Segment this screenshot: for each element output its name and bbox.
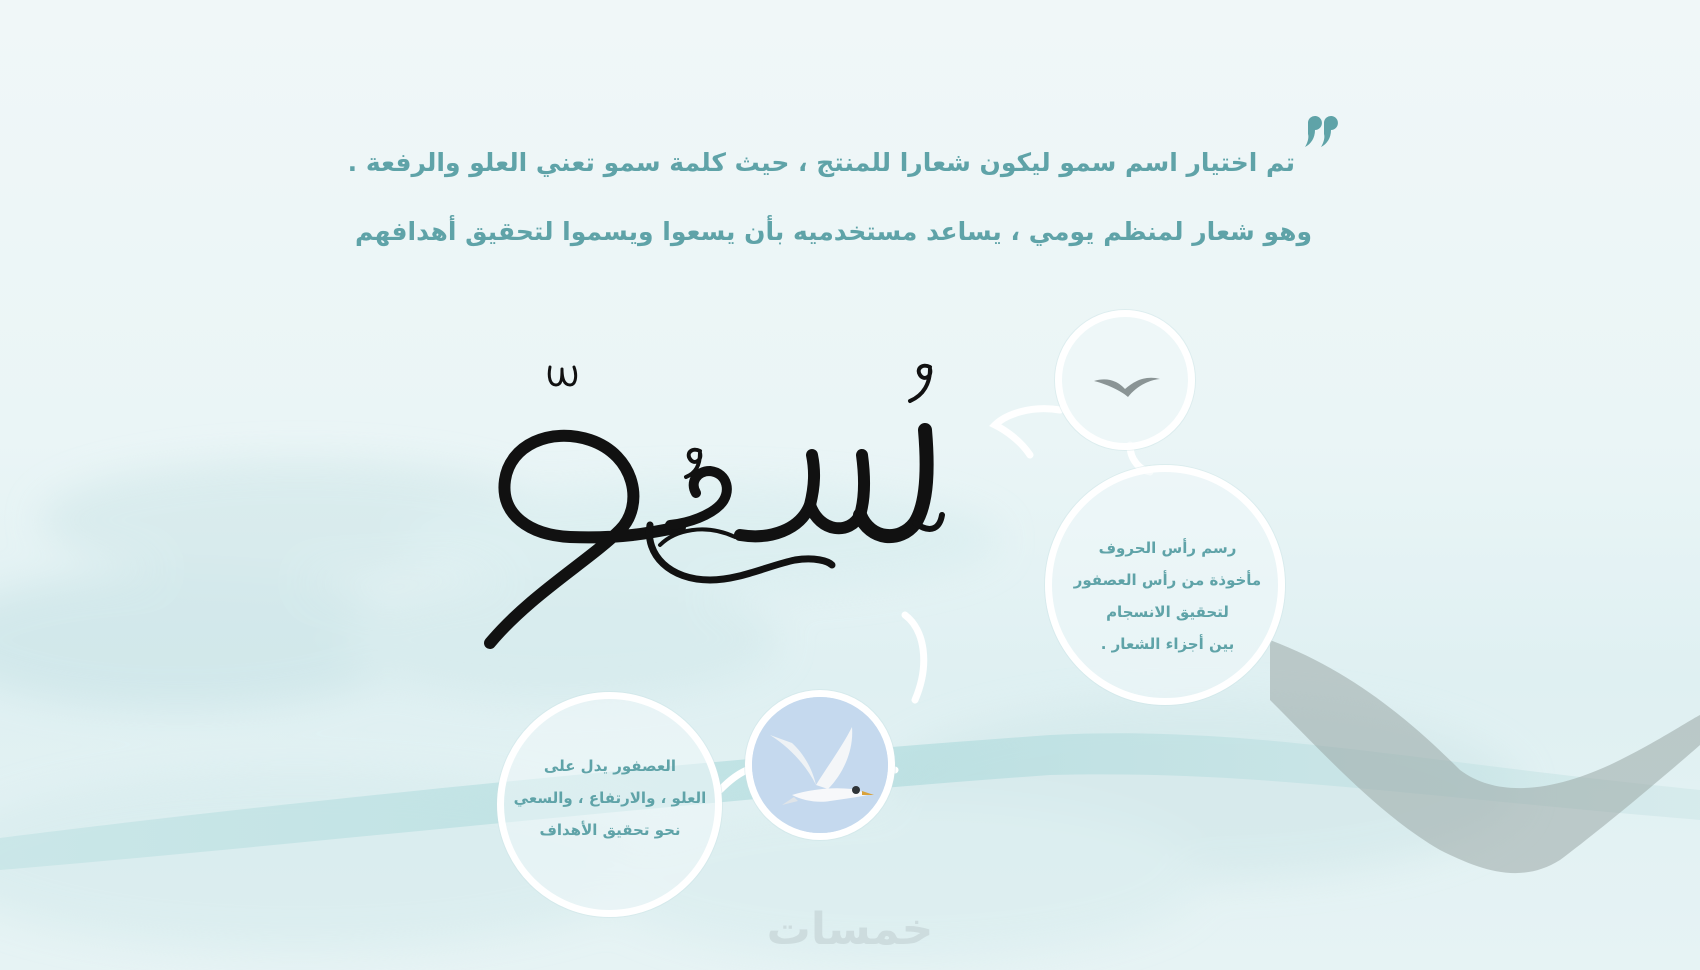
- note-line: لتحقيق الانسجام: [1106, 603, 1229, 621]
- note-line: نحو تحقيق الأهداف: [539, 821, 681, 839]
- bird-photo: [752, 697, 888, 833]
- note-line: مأخوذة من رأس العصفور: [1073, 571, 1262, 589]
- bird-silhouette-icon: [1062, 317, 1188, 443]
- bird-circle: [1055, 310, 1195, 450]
- letters-head-note: [1055, 532, 1280, 660]
- logo-mark: [470, 355, 1030, 675]
- watermark-logo: خمسات: [766, 904, 934, 955]
- note-line: العصفور يدل على: [543, 757, 677, 775]
- note-line: العلو ، والارتفاع ، والسعي: [513, 789, 707, 807]
- bird-meaning-note: [505, 750, 715, 846]
- intro-line-1: تم اختيار اسم سمو ليكون شعارا للمنتج ، حيث كلمة سمو تعني العلو والرفعة .: [347, 148, 1295, 177]
- bird-photo-circle: [745, 690, 895, 840]
- note-line: رسم رأس الحروف: [1098, 539, 1237, 557]
- note-line: بين أجزاء الشعار .: [1100, 635, 1235, 653]
- intro-line-2: وهو شعار لمنظم يومي ، يساعد مستخدميه بأن يسعوا ويسموا لتحقيق أهدافهم: [355, 217, 1312, 246]
